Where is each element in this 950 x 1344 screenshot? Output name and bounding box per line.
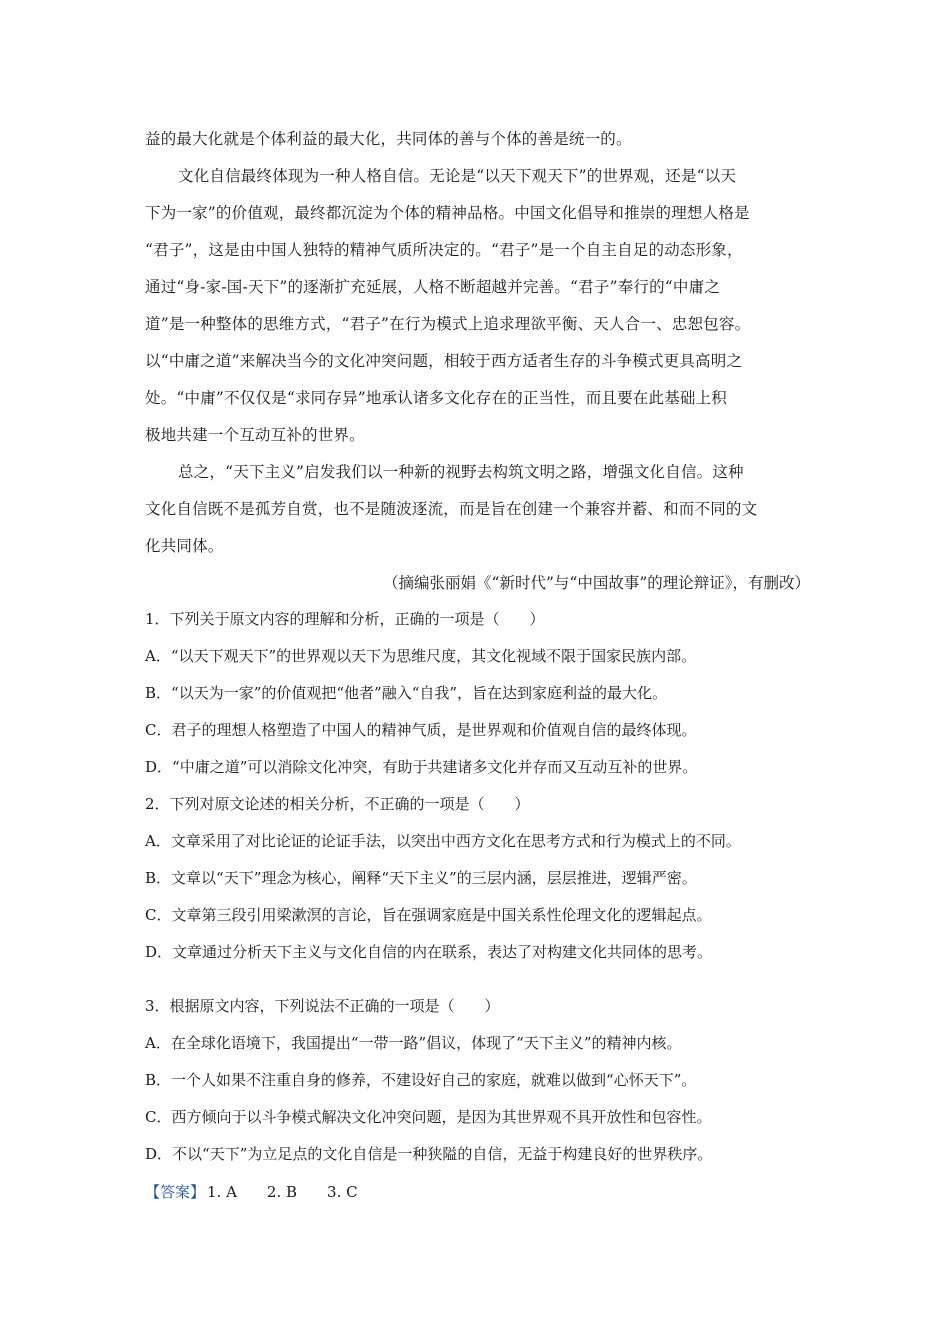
passage-line: 化共同体。 — [145, 537, 224, 555]
question-option: D．“中庸之道”可以消除文化冲突，有助于共建诸多文化并存而又互动互补的世界。 — [145, 758, 698, 776]
passage-line: 道”是一种整体的思维方式，“君子”在行为模式上追求理欲平衡、天人合一、忠恕包容。 — [145, 315, 751, 333]
question-option: D．不以“天下”为立足点的文化自信是一种狭隘的自信，无益于构建良好的世界秩序。 — [145, 1145, 713, 1163]
passage-line: 处。“中庸”不仅仅是“求同存异”地承认诸多文化存在的正当性，而且要在此基础上积 — [145, 389, 727, 407]
question-option: A．在全球化语境下，我国提出“一带一路”倡议，体现了“天下主义”的精神内核。 — [145, 1034, 682, 1052]
question-option: A．“以天下观天下”的世界观以天下为思维尺度，其文化视域不限于国家民族内部。 — [145, 647, 697, 665]
passage-source: （摘编张丽娟《“新时代”与“中国故事”的理论辩证》，有删改） — [383, 574, 810, 592]
passage-line: “君子”，这是由中国人独特的精神气质所决定的。“君子”是一个自主自足的动态形象， — [145, 241, 743, 259]
passage-line: 益的最大化就是个体利益的最大化，共同体的善与个体的善是统一的。 — [145, 130, 632, 148]
passage-line: 总之，“天下主义”启发我们以一种新的视野去构筑文明之路，增强文化自信。这种 — [178, 463, 744, 481]
passage-line: 文化自信最终体现为一种人格自信。无论是“以天下观天下”的世界观，还是“以天 — [178, 167, 737, 185]
passage-line: 文化自信既不是孤芳自赏，也不是随波逐流，而是旨在创建一个兼容并蓄、和而不同的文 — [145, 500, 758, 518]
question-option: B．文章以“天下”理念为核心，阐释“天下主义”的三层内涵，层层推进，逻辑严密。 — [145, 869, 697, 887]
question-option: C．文章第三段引用梁漱溟的言论，旨在强调家庭是中国关系性伦理文化的逻辑起点。 — [145, 906, 712, 924]
passage-line: 以“中庸之道”来解决当今的文化冲突问题，相较于西方适者生存的斗争模式更具高明之 — [145, 352, 743, 370]
question-option: B．“以天为一家”的价值观把“他者”融入“自我”，旨在达到家庭利益的最大化。 — [145, 684, 668, 702]
question-option: D．文章通过分析天下主义与文化自信的内在联系，表达了对构建文化共同体的思考。 — [145, 943, 713, 961]
question-option: A．文章采用了对比论证的论证手法，以突出中西方文化在思考方式和行为模式上的不同。 — [145, 832, 741, 850]
passage-line: 下为一家”的价值观，最终都沉淀为个体的精神品格。中国文化倡导和推崇的理想人格是 — [145, 204, 750, 222]
question-option: C．君子的理想人格塑造了中国人的精神气质，是世界观和价值观自信的最终体现。 — [145, 721, 697, 739]
answer-tag: 【答案】 — [145, 1183, 206, 1201]
question-stem: 1．下列关于原文内容的理解和分析，正确的一项是（ ） — [145, 610, 545, 628]
passage-line: 极地共建一个互动互补的世界。 — [145, 426, 365, 444]
question-stem: 2．下列对原文论述的相关分析，不正确的一项是（ ） — [145, 795, 530, 813]
question-option: C．西方倾向于以斗争模式解决文化冲突问题，是因为其世界观不具开放性和包容性。 — [145, 1108, 712, 1126]
question-option: B．一个人如果不注重自身的修养，不建设好自己的家庭，就难以做到“心怀天下”。 — [145, 1071, 697, 1089]
passage-line: 通过“身-家-国-天下”的逐渐扩充延展，人格不断超越并完善。“君子”奉行的“中庸之 — [145, 278, 721, 296]
answer-row — [145, 1182, 358, 1202]
answer-text: 1. A 2. B 3. C — [207, 1183, 358, 1201]
question-stem: 3．根据原文内容，下列说法不正确的一项是（ ） — [145, 997, 500, 1015]
